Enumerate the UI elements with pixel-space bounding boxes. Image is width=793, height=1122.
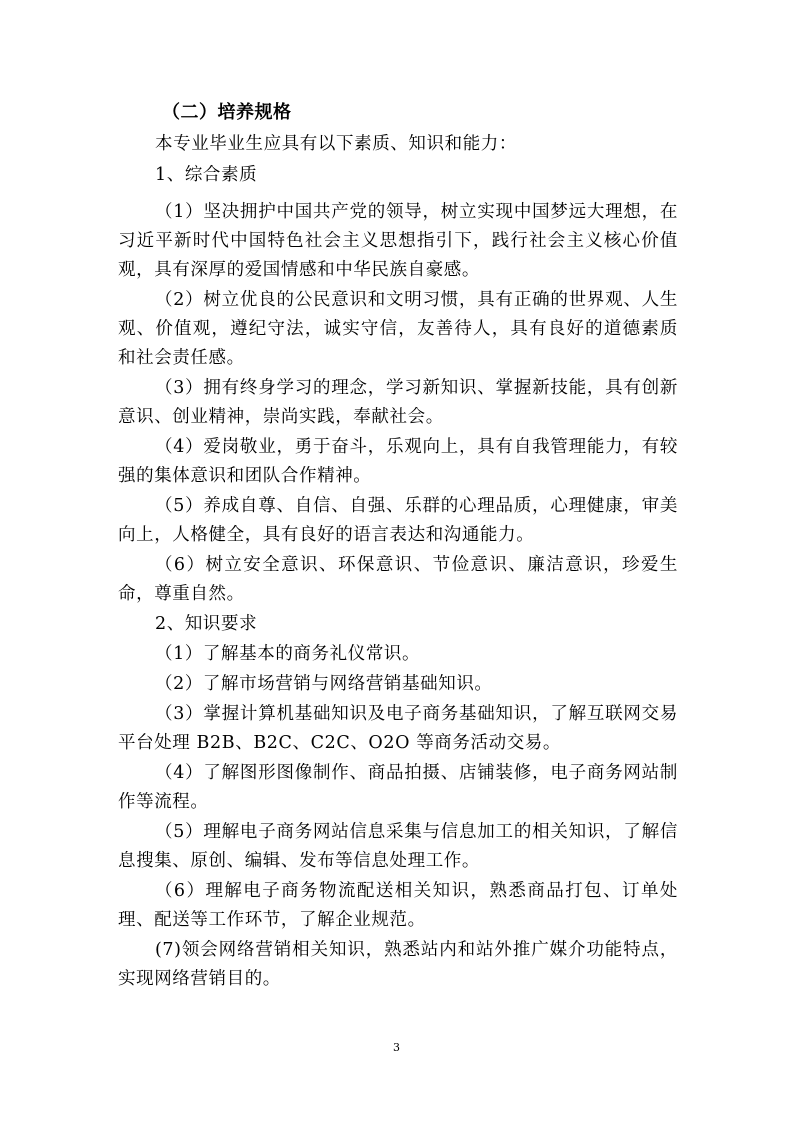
knowledge-item-2: （2）了解市场营销与网络营销基础知识。	[155, 674, 493, 694]
section-heading: （二）培养规格	[162, 102, 292, 123]
page-number: 3	[393, 1041, 400, 1054]
page-content	[118, 98, 678, 994]
quality-item-4: （4）爱岗敬业，勇于奋斗，乐观向上，具有自我管理能力，有较强的集体意识和团队合作精神。	[118, 437, 678, 486]
knowledge-item-3: （3）掌握计算机基础知识及电子商务基础知识，了解互联网交易平台处理 B2B、B2C、C2C、O2O 等商务活动交易。	[118, 704, 678, 753]
knowledge-item-5: （5）理解电子商务网站信息采集与信息加工的相关知识，了解信息搜集、原创、编辑、发布等信息处理工作。	[118, 822, 678, 871]
quality-item-6: （6）树立安全意识、环保意识、节俭意识、廉洁意识，珍爱生命，尊重自然。	[118, 555, 678, 604]
quality-item-1: （1）坚决拥护中国共产党的领导，树立实现中国梦远大理想，在习近平新时代中国特色社会主义思想指引下，践行社会主义核心价值观，具有深厚的爱国情感和中华民族自豪感。	[118, 202, 678, 280]
quality-item-2: （2）树立优良的公民意识和文明习惯，具有正确的世界观、人生观、价值观，遵纪守法，诚实守信，友善待人，具有良好的道德素质和社会责任感。	[118, 290, 678, 368]
knowledge-item-6: （6）理解电子商务物流配送相关知识，熟悉商品打包、订单处理、配送等工作环节，了解企业规范。	[118, 881, 678, 930]
knowledge-item-1: （1）了解基本的商务礼仪常识。	[155, 644, 421, 664]
quality-item-3: （3）拥有终身学习的理念，学习新知识、掌握新技能，具有创新意识、创业精神，崇尚实践，奉献社会。	[118, 378, 678, 427]
section-title-quality: 1、综合素质	[155, 165, 258, 185]
knowledge-item-4: （4）了解图形图像制作、商品拍摄、店铺装修，电子商务网站制作等流程。	[118, 763, 678, 812]
intro-paragraph: 本专业毕业生应具有以下素质、知识和能力：	[155, 134, 517, 154]
section-title-knowledge: 2、知识要求	[155, 614, 258, 634]
knowledge-item-7: (7)领会网络营销相关知识，熟悉站内和站外推广媒介功能特点，实现网络营销目的。	[118, 940, 678, 989]
quality-item-5: （5）养成自尊、自信、自强、乐群的心理品质，心理健康，审美向上，人格健全，具有良好的语言表达和沟通能力。	[118, 496, 678, 545]
